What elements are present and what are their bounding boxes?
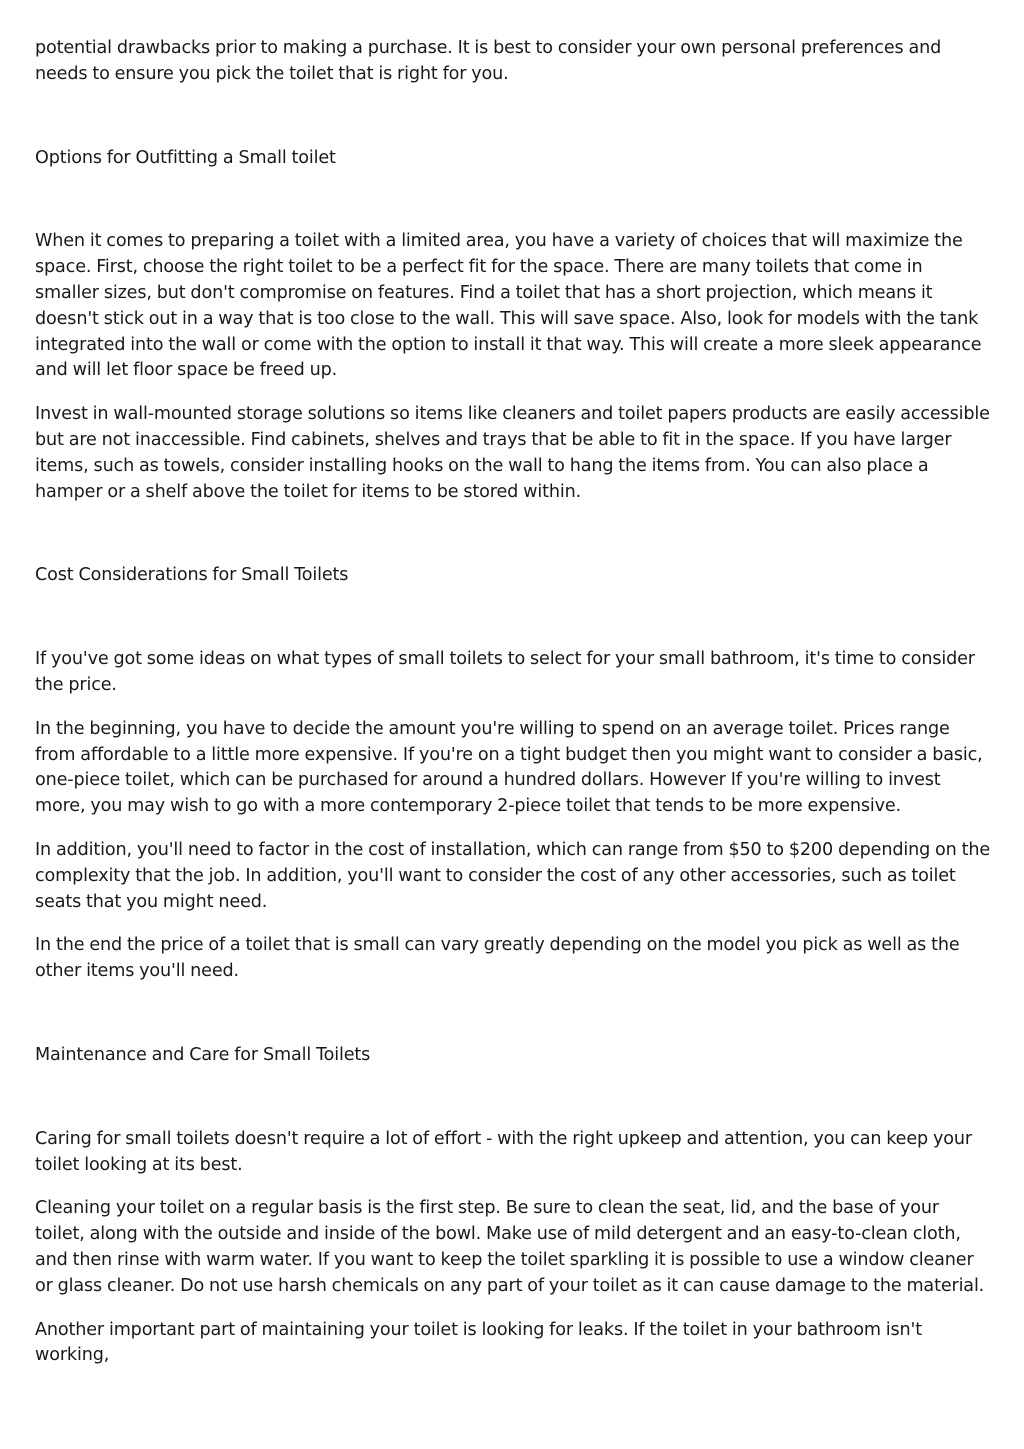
section-heading: Cost Considerations for Small Toilets bbox=[35, 565, 349, 586]
section-heading: Maintenance and Care for Small Toilets bbox=[35, 1044, 371, 1065]
paragraph: potential drawbacks prior to making a purchase. It is best to consider your own personal preferences and needs to ensure you pick the toilet that is right for you. bbox=[35, 38, 942, 84]
paragraph: Another important part of maintaining your toilet is looking for leaks. If the toilet in your bathroom isn't working, bbox=[35, 1319, 922, 1366]
document-body bbox=[35, 36, 991, 1387]
paragraph: Caring for small toilets doesn't require a lot of effort - with the right upkeep and attention, you can keep your toilet looking at its best. bbox=[35, 1128, 972, 1175]
section-heading: Options for Outfitting a Small toilet bbox=[35, 147, 336, 168]
paragraph: In the beginning, you have to decide the amount you're willing to spend on an average toilet. Prices range from affordable to a little more expensive. If you're on a tight budget then you might want to consider a basic, one-piece toilet, which can be purchased for around a hundred dollars. However If you're willing to invest more, you may wish to go with a more contemporary 2-piece toilet that tends to be more expensive. bbox=[35, 718, 983, 817]
paragraph: In addition, you'll need to factor in the cost of installation, which can range from $50 to $200 depending on the complexity that the job. In addition, you'll want to consider the cost of any other accessories, such as toilet seats that you might need. bbox=[35, 839, 991, 912]
paragraph: When it comes to preparing a toilet with a limited area, you have a variety of choices that will maximize the space. First, choose the right toilet to be a perfect fit for the space. There are many toilets that come in smaller sizes, but don't compromise on features. Find a toilet that has a short projection, which means it doesn't stick out in a way that is too close to the wall. This will save space. Also, look for models with the tank integrated into the wall or come with the option to install it that way. This will create a more sleek appearance and will let floor space be freed up. bbox=[35, 231, 982, 381]
paragraph: Invest in wall-mounted storage solutions so items like cleaners and toilet papers products are easily accessible but are not inaccessible. Find cabinets, shelves and trays that be able to fit in the space. If you have larger items, such as towels, consider installing hooks on the wall to hang the items from. You can also place a hamper or a shelf above the toilet for items to be stored within. bbox=[35, 404, 990, 502]
paragraph: In the end the price of a toilet that is small can vary greatly depending on the model you pick as well as the other items you'll need. bbox=[35, 935, 960, 982]
paragraph: Cleaning your toilet on a regular basis is the first step. Be sure to clean the seat, lid, and the base of your toilet, along with the outside and inside of the bowl. Make use of mild detergent and an easy-to-clean cloth, and then rinse with warm water. If you want to keep the toilet sparkling it is possible to use a window cleaner or glass cleaner. Do not use harsh chemicals on any part of your toilet as it can cause damage to the material. bbox=[35, 1198, 985, 1296]
paragraph: If you've got some ideas on what types of small toilets to select for your small bathroom, it's time to consider the price. bbox=[35, 649, 975, 695]
